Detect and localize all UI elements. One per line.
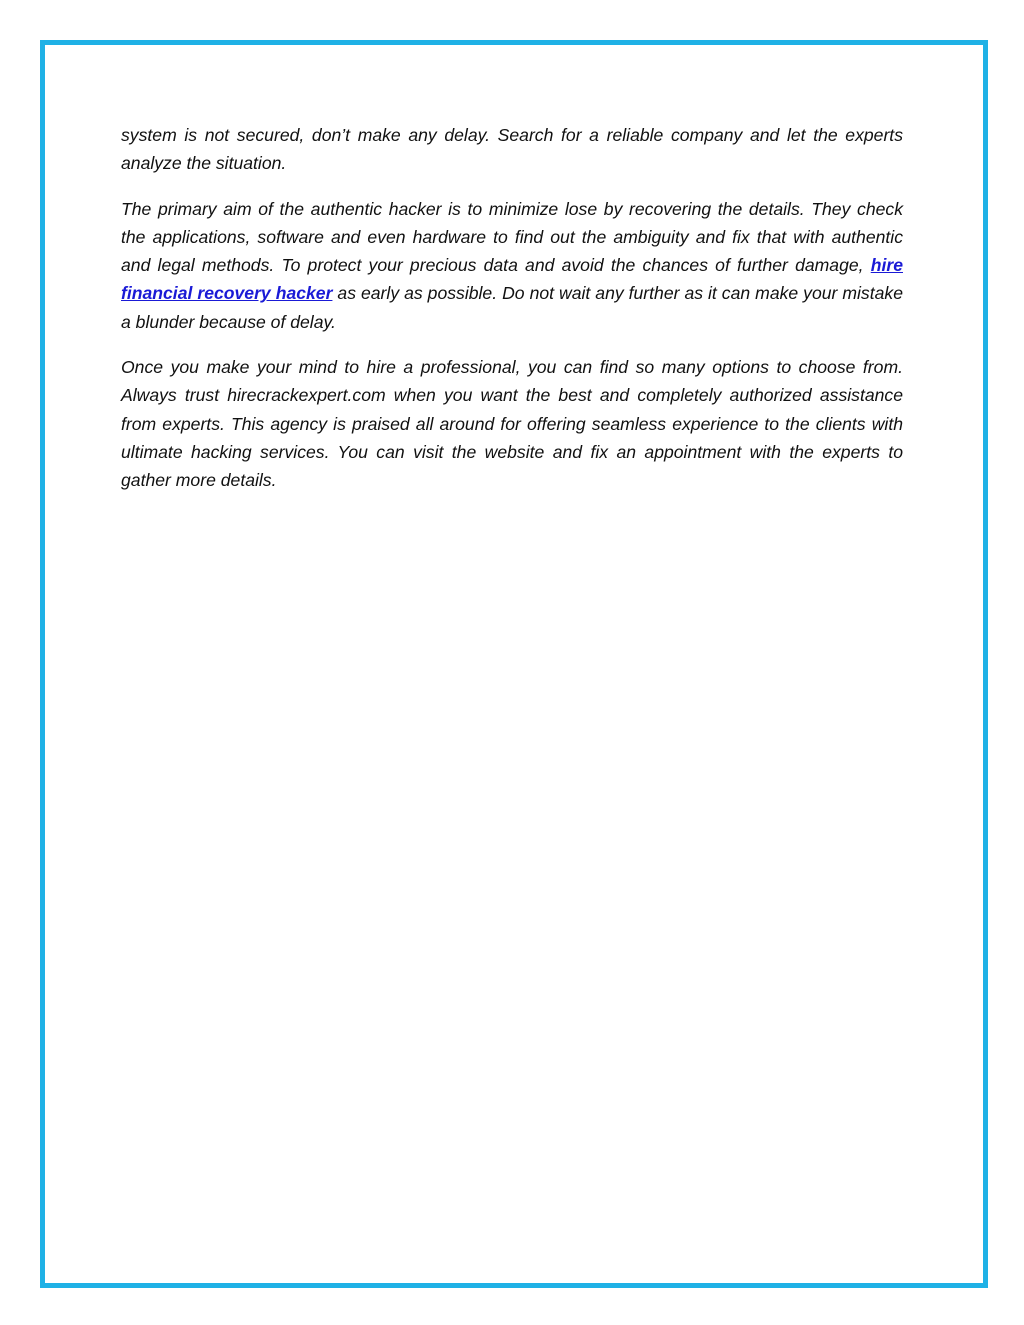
paragraph-2-text-after: as early as possible. Do not wait any further as it can make your mistake a blunder because of delay. [121, 283, 903, 332]
paragraph-2 [121, 195, 903, 336]
hire-financial-recovery-hacker-link[interactable]: hire financial recovery hacker [121, 255, 903, 304]
paragraph-3-text: Once you make your mind to hire a professional, you can find so many options to choose from. Always trust hirecrackexpert.com when you want the best and completely authorized assistance from experts. This agency is praised all around for offering seamless experience to the clients with ultimate hacking services. You can visit the website and fix an appointment with the experts to gather more details. [121, 357, 903, 491]
page-border [40, 40, 988, 1288]
paragraph-3 [121, 353, 903, 494]
paragraph-2-text-before: The primary aim of the authentic hacker is to minimize lose by recovering the details. They check the applications, software and even hardware to find out the ambiguity and fix that with authentic and legal methods. To protect your precious data and avoid the chances of further damage, [121, 198, 903, 276]
document-body [121, 121, 903, 512]
paragraph-1 [121, 121, 903, 178]
paragraph-1-text: system is not secured, don’t make any delay. Search for a reliable company and let the experts analyze the situation. [121, 125, 903, 174]
